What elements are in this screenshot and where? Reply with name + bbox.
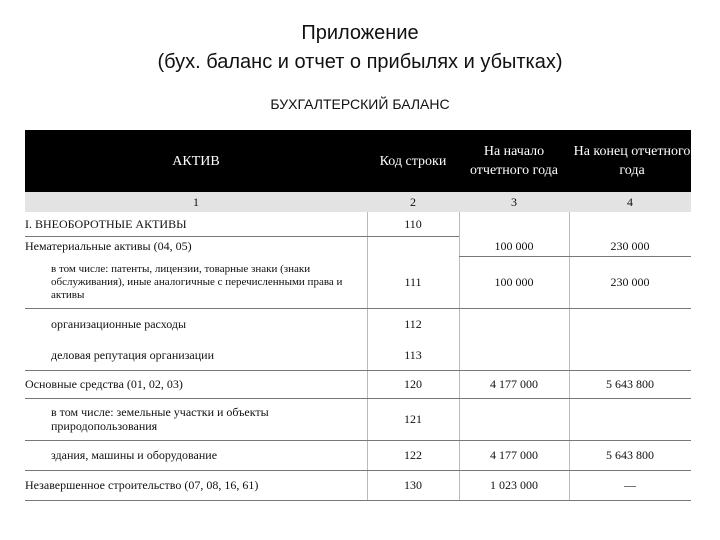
row-code [367, 236, 459, 256]
row-name: Нематериальные активы (04, 05) [25, 239, 192, 253]
table-row [25, 340, 691, 370]
row-end-value [569, 398, 691, 440]
header-aktiv: АКТИВ [172, 153, 220, 169]
row-start-value [459, 398, 569, 440]
row-start-value [459, 340, 569, 370]
header-start: На начало отчетного года [469, 144, 559, 178]
table-row [25, 308, 691, 340]
table-row [25, 398, 691, 440]
table-row [25, 440, 691, 470]
balance-sheet-heading: БУХГАЛТЕРСКИЙ БАЛАНС [270, 96, 450, 112]
row-end-value [569, 308, 691, 340]
row-name: Незавершенное строительство (07, 08, 16, 61) [25, 478, 259, 492]
header-code: Код строки [379, 153, 447, 169]
row-start-value: 100 000 [494, 275, 534, 289]
table-row [25, 212, 691, 236]
row-start-value: 4 177 000 [490, 448, 538, 462]
row-start-value: 100 000 [494, 239, 534, 253]
balance-sheet-table [25, 130, 691, 530]
table-row [25, 370, 691, 398]
row-name: здания, машины и оборудование [51, 448, 218, 462]
column-number: 3 [511, 194, 517, 209]
row-code: 112 [404, 317, 422, 331]
table-header [25, 130, 691, 192]
row-end-value: 5 643 800 [606, 448, 654, 462]
column-number-row [25, 192, 691, 212]
row-name: организационные расходы [51, 317, 187, 331]
row-code: 122 [404, 448, 422, 462]
row-start-value: 1 023 000 [490, 478, 538, 492]
row-code: 110 [404, 217, 422, 231]
row-end-value: 5 643 800 [606, 377, 654, 391]
row-code: 120 [404, 377, 422, 391]
table-row [25, 256, 691, 308]
row-end-value: 230 000 [610, 275, 650, 289]
row-name: Основные средства (01, 02, 03) [25, 377, 183, 391]
row-end-value [569, 340, 691, 370]
row-code: 130 [404, 478, 422, 492]
row-start-value [459, 308, 569, 340]
header-end: На конец отчетного года [573, 144, 691, 178]
table-row [25, 470, 691, 500]
row-end-value: 230 000 [610, 239, 650, 253]
table-row [25, 236, 691, 256]
row-divider [25, 500, 691, 501]
column-number: 1 [193, 194, 199, 209]
row-code: 121 [404, 412, 422, 426]
row-name: деловая репутация организации [51, 348, 215, 362]
page-title: Приложение [301, 22, 419, 44]
row-code: 111 [404, 275, 422, 289]
column-number: 4 [627, 194, 633, 209]
page-title-subtitle: (бух. баланс и отчет о прибылях и убытках) [157, 51, 563, 73]
row-start-value [459, 212, 569, 236]
row-code: 113 [404, 348, 422, 362]
row-name: в том числе: патенты, лицензии, товарные знаки (знаки обслуживания), иные аналогичные с перечисленными права и активы [51, 262, 343, 301]
row-start-value: 4 177 000 [490, 377, 538, 391]
row-end-value: — [624, 478, 636, 492]
row-end-value [569, 212, 691, 236]
column-number: 2 [410, 194, 416, 209]
row-name: в том числе: земельные участки и объекты природопользования [51, 405, 269, 433]
row-name: I. ВНЕОБОРОТНЫЕ АКТИВЫ [25, 217, 187, 231]
